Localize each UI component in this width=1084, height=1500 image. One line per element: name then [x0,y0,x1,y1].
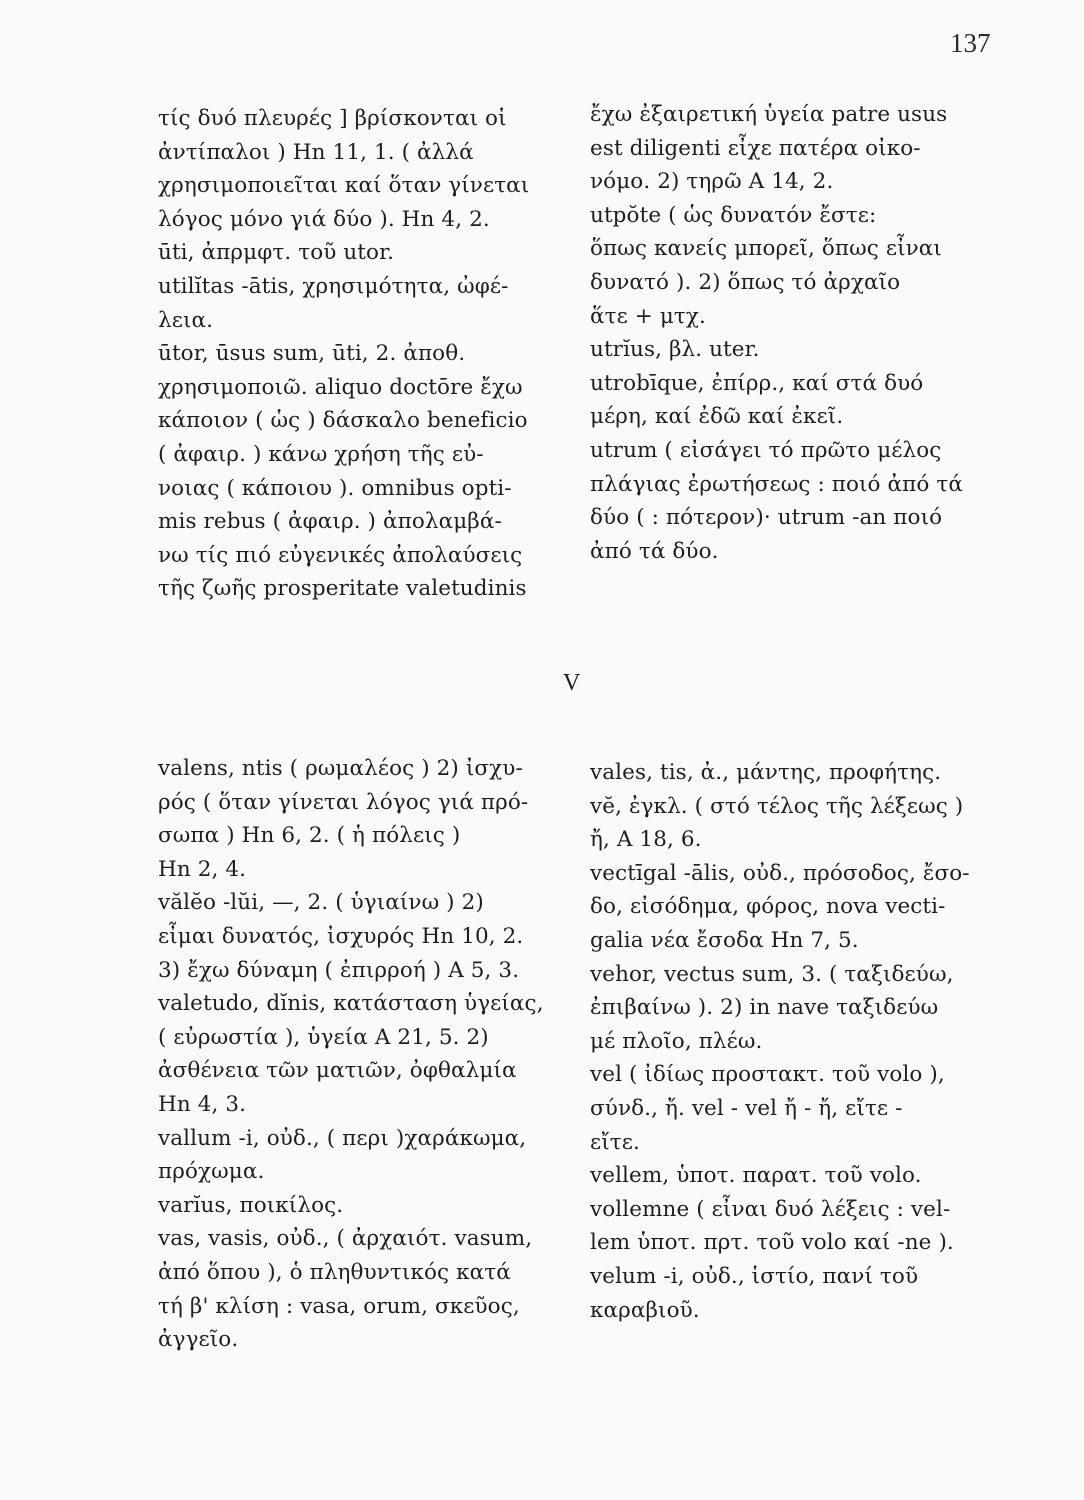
text-line: velum -i, οὐδ., ἱστίο, πανί τοῦ [590,1263,919,1289]
text-line: vel ( ἰδίως προστακτ. τοῦ volo ), [590,1062,945,1088]
text-line: σωπα ) Hn 6, 2. ( ἡ πόλεις ) [158,823,461,849]
text-line: galia νέα ἔσοδα Hn 7, 5. [590,927,859,953]
text-line: Hn 4, 3. [158,1091,247,1117]
text-line: τῆς ζωῆς prosperitate valetudinis [158,576,527,602]
text-line: δυνατό ). 2) ὅπως τό ἀρχαῖο [590,269,901,295]
text-line: δύο ( : πότερον)· utrum -an ποιό [590,505,943,531]
text-line: ūtor, ūsus sum, ūti, 2. ἀποθ. [158,341,466,367]
text-line: utrum ( εἰσάγει τό πρῶτο μέλος [590,437,942,463]
text-line: vales, tis, ἀ., μάντης, προφήτης. [590,760,942,785]
text-line: χρησιμοποιῶ. aliquo doctōre ἔχω [158,374,523,400]
text-line: ρός ( ὅταν γίνεται λόγος γιά πρό- [158,789,529,815]
text-line: ὅπως κανείς μπορεῖ, ὅπως εἶναι [590,236,942,262]
text-line: μέ πλοῖο, πλέω. [590,1028,763,1054]
text-line: 3) ἔχω δύναμη ( ἐπιρροή ) A 5, 3. [158,957,520,983]
text-line: vallum -i, οὐδ., ( περι )χαράκωμα, [158,1125,527,1151]
text-line: lem ὑποτ. πρτ. τοῦ volo καί -ne ). [590,1230,954,1256]
text-line: vehor, vectus sum, 3. ( ταξιδεύω, [590,961,954,987]
left-column-bottom [158,752,598,1357]
text-line: τή β' κλίση : vasa, orum, σκεῦος, [158,1293,520,1319]
text-line: est diligenti εἶχε πατέρα οἰκο- [590,135,921,161]
text-line: vălĕo -lŭi, —, 2. ( ὑγιαίνω ) 2) [158,890,484,916]
text-line: εἴτε. [590,1129,640,1155]
text-line: ( εὐρωστία ), ὑγεία A 21, 5. 2) [158,1024,489,1050]
text-line: μέρη, καί ἐδῶ καί ἐκεῖ. [590,404,844,430]
text-line: λεια. [158,307,214,333]
section-letter: V [563,670,581,696]
text-line: νόμο. 2) τηρῶ A 14, 2. [590,169,834,195]
text-line: ἐπιβαίνω ). 2) in nave ταξιδεύω [590,995,939,1021]
text-line: ἀσθένεια τῶν ματιῶν, ὀφθαλμία [158,1058,517,1084]
left-column-top [158,102,598,606]
text-line: πλάγιας ἐρωτήσεως : ποιό ἀπό τά [590,471,963,497]
text-line: τίς δυό πλευρές ] βρίσκονται οἱ [158,106,507,131]
text-line: ἀπό τά δύο. [590,538,719,564]
text-line: ἅτε + μτχ. [590,303,706,329]
text-line: utrobīque, ἐπίρρ., καί στά δυό [590,370,924,396]
text-line: νοιας ( κάποιου ). omnibus opti- [158,475,512,501]
text-line: vectīgal -ālis, οὐδ., πρόσοδος, ἔσο- [590,860,970,886]
text-line: mis rebus ( ἀφαιρ. ) ἀπολαμβά- [158,509,502,535]
text-line: valetudo, dĭnis, κατάσταση ὑγείας, [158,991,544,1017]
text-line: ūti, ἀπρμφτ. τοῦ utor. [158,240,395,266]
text-line: πρόχωμα. [158,1159,265,1185]
text-line: λόγος μόνο γιά δύο ). Hn 4, 2. [158,206,490,232]
text-line: utilĭtas -ātis, χρησιμότητα, ὠφέ- [158,273,509,299]
text-line: ἔχω ἐξαιρετική ὑγεία patre usus [590,102,948,127]
text-line: κάποιον ( ὡς ) δάσκαλο beneficio [158,408,528,434]
text-line: χρησιμοποιεῖται καί ὅταν γίνεται [158,173,530,199]
text-line: ἀγγεῖο. [158,1327,239,1353]
text-line: vollemne ( εἶναι δυό λέξεις : vel- [590,1196,951,1222]
text-line: νω τίς πιό εὐγενικές ἀπολαύσεις [158,542,523,568]
text-line: utrĭus, βλ. uter. [590,337,760,363]
text-line: ( ἀφαιρ. ) κάνω χρήση τῆς εὐ- [158,441,484,467]
text-line: varĭus, ποικίλος. [158,1192,344,1218]
right-column-bottom [590,756,1030,1327]
text-line: καραβιοῦ. [590,1297,700,1323]
text-line: σύνδ., ἤ. vel - vel ἤ - ἤ, εἴτε - [590,1095,903,1121]
right-column-top [590,98,1030,568]
text-line: Hn 2, 4. [158,856,247,882]
page-number: 137 [950,28,991,58]
text-line: valens, ntis ( ρωμαλέος ) 2) ἰσχυ- [158,756,523,781]
text-line: vellem, ὑποτ. παρατ. τοῦ volo. [590,1163,922,1189]
text-line: ἀπό ὅπου ), ὁ πληθυντικός κατά [158,1259,511,1285]
text-line: vas, vasis, οὐδ., ( ἀρχαιότ. vasum, [158,1226,533,1252]
text-line: δο, εἰσόδημα, φόρος, nova vecti- [590,894,946,920]
text-line: vĕ, ἐγκλ. ( στό τέλος τῆς λέξεως ) [590,793,964,819]
text-line: εἶμαι δυνατός, ἰσχυρός Hn 10, 2. [158,923,524,949]
text-line: utpŏte ( ὡς δυνατόν ἔστε: [590,202,877,228]
text-line: ἀντίπαλοι ) Hn 11, 1. ( ἀλλά [158,139,474,165]
text-line: ἤ, A 18, 6. [590,827,702,853]
